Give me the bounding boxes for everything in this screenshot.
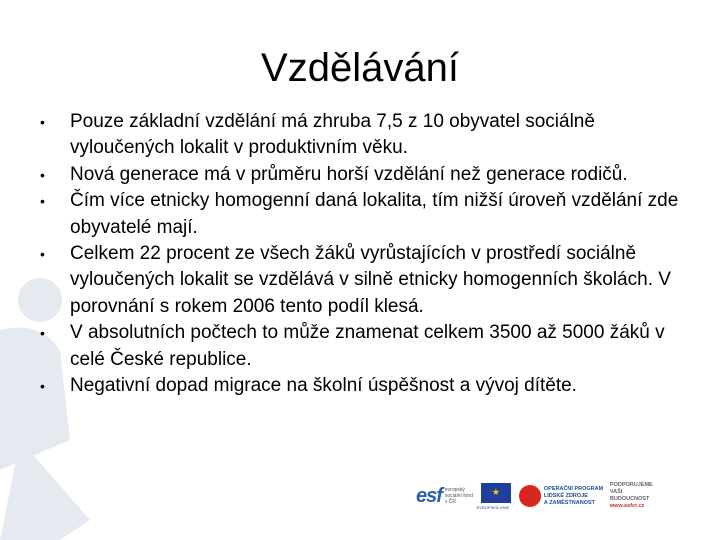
footer-logos: [416, 476, 682, 516]
bullet-item: [36, 109, 696, 162]
bullet-item: [36, 188, 696, 241]
esf-wordmark: esf: [416, 485, 442, 507]
bullet-list: [36, 109, 696, 399]
bullet-marker: •: [40, 325, 45, 342]
bullet-text: V absolutních počtech to může znamenat celkem 3500 až 5000 žáků v celé České republice.: [70, 322, 665, 370]
support-url: www.esfcr.cz: [609, 503, 645, 509]
bullet-text: Pouze základní vzdělání má zhruba 7,5 z 10 obyvatel sociálně vyloučených lokalit v produktivním věku.: [70, 111, 595, 159]
support-line: PODPORUJEME: [609, 482, 653, 488]
op-line: LIDSKÉ ZDROJE: [543, 492, 588, 499]
bullet-marker: •: [40, 246, 45, 263]
eu-logo: [475, 476, 511, 516]
op-emblem-icon: [519, 485, 541, 507]
bullet-item: [36, 241, 696, 320]
op-line: OPERAČNÍ PROGRAM: [543, 485, 604, 492]
eu-caption: EVROPSKÁ UNIE: [476, 504, 510, 510]
bullet-marker: •: [40, 166, 45, 183]
support-line: VAŠI BUDOUCNOST: [609, 489, 650, 502]
bullet-marker: •: [40, 114, 45, 130]
support-logo: [606, 476, 658, 516]
op-caption: [544, 486, 606, 507]
bullet-item: [36, 373, 696, 399]
slide-title: Vzdělávání: [261, 46, 459, 90]
bullet-text: Negativní dopad migrace na školní úspěšnost a vývoj dítěte.: [70, 375, 577, 397]
bullet-marker: •: [40, 378, 45, 395]
esf-logo: [416, 476, 475, 516]
bullet-item: [36, 320, 696, 373]
bullet-text: Nová generace má v průměru horší vzdělání než generace rodičů.: [70, 163, 628, 185]
eu-flag-icon: ★: [481, 483, 511, 503]
op-line: A ZAMĚSTNANOST: [543, 499, 596, 506]
op-logo: [511, 476, 606, 516]
bullet-item: [36, 162, 696, 188]
bullet-text: Čím více etnicky homogenní daná lokalita, tím nižší úroveň vzdělání zde obyvatelé mají.: [70, 190, 679, 238]
support-caption: [610, 482, 658, 510]
bullet-text: Celkem 22 procent ze všech žáků vyrůstajících v prostředí sociálně vyloučených lokalit se vzdělává v silně etnicky homogenních školách. V porovnání s rokem 2006 tento podíl klesá.: [70, 243, 671, 317]
esf-caption: evropský sociální fond v ČR: [444, 487, 473, 505]
bullet-marker: •: [40, 193, 45, 210]
